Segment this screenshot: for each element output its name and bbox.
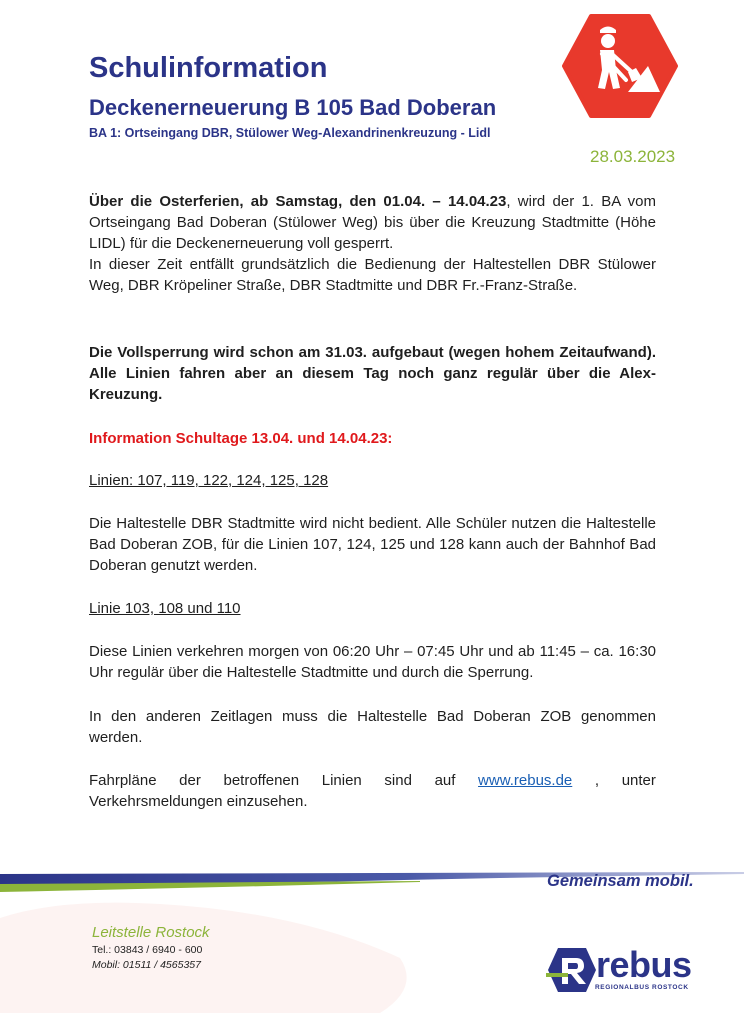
closure-dates: Über die Osterferien, ab Samstag, den 01.04. – 14.04.23 [89, 193, 507, 210]
word: auf [434, 772, 456, 789]
closure-details: , wird der 1. BA vom Ortseingang Bad Doberan (Stülower Weg) bis über die Kreuzung Stadtmitte (Höhe LIDL) für die Deckenerneuerung voll gesperrt. [89, 193, 656, 252]
paragraph-setup: Die Vollsperrung wird schon am 31.03. aufgebaut (wegen hohem Zeitaufwand). Alle Linien fahren aber an diesem Tag noch ganz regulär über die Alex-Kreuzung. [89, 344, 656, 403]
footer-background-shape [0, 898, 420, 1013]
timetables-line-2: Verkehrsmeldungen einzusehen. [89, 793, 308, 810]
rebus-website-link[interactable]: www.rebus.de [478, 772, 573, 789]
paragraph-closure [89, 191, 656, 254]
word: Fahrpläne [89, 772, 157, 789]
construction-section: BA 1: Ortseingang DBR, Stülower Weg-Alexandrinenkreuzung - Lidl [89, 126, 491, 140]
paragraph-stadtmitte: Die Haltestelle DBR Stadtmitte wird nicht bedient. Alle Schüler nutzen die Haltestelle Bad Doberan ZOB, für die Linien 107, 124, 125 und 128 kann auch der Bahnhof Bad Doberan genutzt werden. [89, 515, 656, 574]
comma: , [594, 772, 600, 789]
word: sind [384, 772, 412, 789]
word: Linien [321, 772, 362, 789]
lines-heading-2: Linie 103, 108 und 110 [89, 600, 241, 617]
lines-heading-1: Linien: 107, 119, 122, 124, 125, 128 [89, 472, 329, 489]
rebus-tagline: REGIONALBUS ROSTOCK [595, 984, 689, 991]
paragraph-schedule: Diese Linien verkehren morgen von 06:20 Uhr – 07:45 Uhr und ab 11:45 – ca. 16:30 Uhr regulär über die Haltestelle Stadtmitte und durch die Sperrung. [89, 643, 656, 681]
school-days-heading: Information Schultage 13.04. und 14.04.23: [89, 430, 393, 447]
document-subtitle: Deckenerneuerung B 105 Bad Doberan [89, 95, 497, 120]
document-date: 28.03.2023 [590, 147, 676, 166]
timetables-line-1 [89, 770, 656, 791]
slogan: Gemeinsam mobil. [547, 872, 694, 890]
paragraph-stops: In dieser Zeit entfällt grundsätzlich die Bedienung der Haltestellen DBR Stülower Weg, DBR Kröpeliner Straße, DBR Stadtmitte und DBR Fr.-Franz-Straße. [89, 256, 656, 294]
document-title: Schulinformation [89, 52, 328, 84]
word: betroffenen [223, 772, 300, 789]
word: der [179, 772, 201, 789]
rebus-wordmark: rebus [596, 944, 692, 985]
mobile-number: Mobil: 01511 / 4565357 [92, 959, 201, 971]
word: unter [621, 772, 656, 789]
roadworks-icon [562, 14, 678, 118]
phone-number: Tel.: 03843 / 6940 - 600 [92, 944, 203, 956]
office-name: Leitstelle Rostock [92, 924, 210, 941]
paragraph-timetables [89, 770, 656, 812]
paragraph-other-times: In den anderen Zeitlagen muss die Haltestelle Bad Doberan ZOB genommen werden. [89, 708, 656, 746]
